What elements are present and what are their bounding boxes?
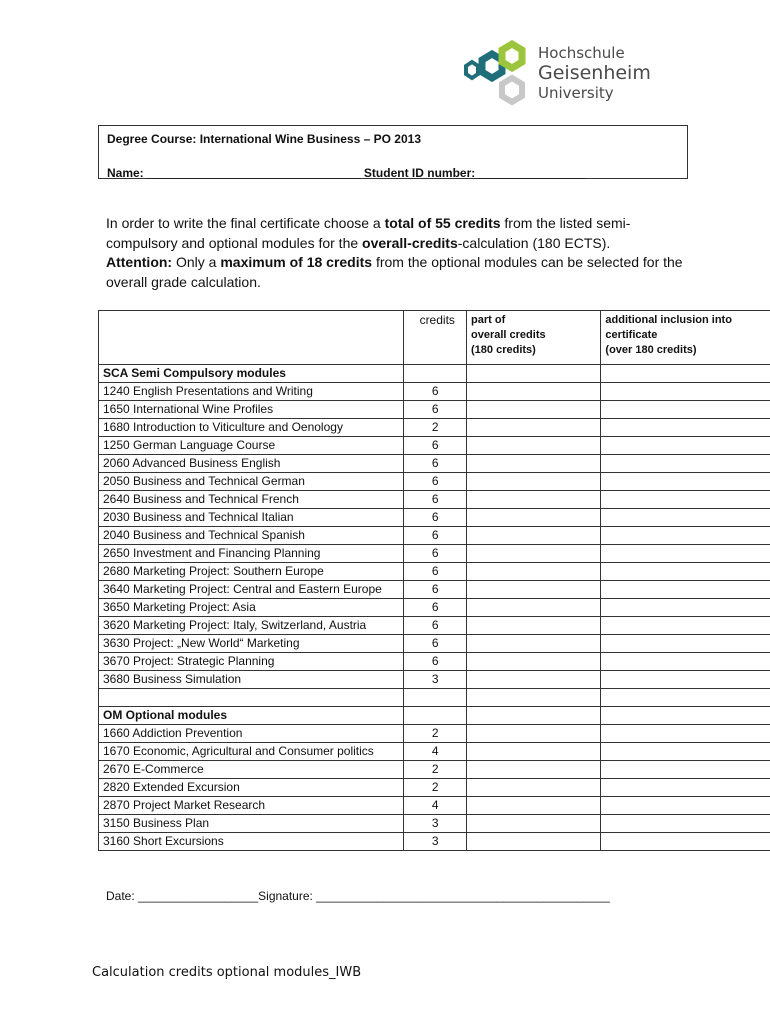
section-header-row <box>99 365 770 383</box>
module-credits: 2 <box>404 725 467 743</box>
degree-course-label: Degree Course: International Wine Business – PO 2013 <box>107 132 421 146</box>
part-of-overall-checkbox-cell[interactable] <box>467 419 601 437</box>
part-of-overall-checkbox-cell[interactable] <box>467 671 601 689</box>
header-line: overall credits <box>471 329 546 341</box>
date-signature-field[interactable]: Date: __________________Signature: ____________________________________________ <box>106 889 610 903</box>
module-name: 2650 Investment and Financing Planning <box>99 545 404 563</box>
header-line: additional inclusion into <box>605 314 732 326</box>
additional-inclusion-checkbox-cell[interactable] <box>601 365 770 383</box>
module-credits: 6 <box>404 509 467 527</box>
header-line: (180 credits) <box>471 344 536 356</box>
section-title: SCA Semi Compulsory modules <box>99 365 404 383</box>
table-row <box>99 635 770 653</box>
instructions-text <box>106 214 696 292</box>
module-name: 1680 Introduction to Viticulture and Oenology <box>99 419 404 437</box>
table-row <box>99 815 770 833</box>
module-credits: 6 <box>404 653 467 671</box>
module-credits: 6 <box>404 527 467 545</box>
part-of-overall-checkbox-cell[interactable] <box>467 473 601 491</box>
part-of-overall-checkbox-cell[interactable] <box>467 617 601 635</box>
additional-inclusion-checkbox-cell[interactable] <box>601 599 770 617</box>
additional-inclusion-checkbox-cell[interactable] <box>601 815 770 833</box>
part-of-overall-checkbox-cell[interactable] <box>467 383 601 401</box>
module-name: 1650 International Wine Profiles <box>99 401 404 419</box>
module-credits: 4 <box>404 797 467 815</box>
header-line: part of <box>471 314 506 326</box>
module-name: 1660 Addiction Prevention <box>99 725 404 743</box>
additional-inclusion-checkbox-cell[interactable] <box>601 491 770 509</box>
additional-inclusion-checkbox-cell[interactable] <box>601 779 770 797</box>
module-credits: 4 <box>404 743 467 761</box>
part-of-overall-checkbox-cell[interactable] <box>467 653 601 671</box>
spacer-row <box>99 689 770 707</box>
module-credits: 6 <box>404 545 467 563</box>
module-name: 2680 Marketing Project: Southern Europe <box>99 563 404 581</box>
additional-inclusion-checkbox-cell[interactable] <box>601 617 770 635</box>
additional-inclusion-checkbox-cell[interactable] <box>601 761 770 779</box>
intro-emphasis: total of 55 credits <box>384 215 501 231</box>
additional-inclusion-checkbox-cell[interactable] <box>601 743 770 761</box>
part-of-overall-checkbox-cell[interactable] <box>467 437 601 455</box>
module-credits: 6 <box>404 437 467 455</box>
additional-inclusion-checkbox-cell[interactable] <box>601 545 770 563</box>
table-row <box>99 545 770 563</box>
part-of-overall-checkbox-cell[interactable] <box>467 365 601 383</box>
table-row <box>99 527 770 545</box>
intro-text: from the listed semi-compulsory and optional modules for the <box>106 215 631 251</box>
table-row <box>99 383 770 401</box>
additional-inclusion-checkbox-cell[interactable] <box>601 581 770 599</box>
part-of-overall-checkbox-cell[interactable] <box>467 527 601 545</box>
module-credits: 6 <box>404 401 467 419</box>
module-name: 2670 E-Commerce <box>99 761 404 779</box>
module-name: 1670 Economic, Agricultural and Consumer politics <box>99 743 404 761</box>
module-credits: 6 <box>404 635 467 653</box>
empty-cell <box>99 689 404 707</box>
part-of-overall-checkbox-cell[interactable] <box>467 725 601 743</box>
section-header-row <box>99 707 770 725</box>
part-of-overall-checkbox-cell[interactable] <box>467 635 601 653</box>
module-credits: 6 <box>404 491 467 509</box>
table-row <box>99 473 770 491</box>
part-of-overall-checkbox-cell[interactable] <box>467 707 601 725</box>
table-row <box>99 455 770 473</box>
attention-label: Attention: <box>106 254 173 270</box>
module-credits: 6 <box>404 455 467 473</box>
additional-inclusion-checkbox-cell[interactable] <box>601 473 770 491</box>
module-name: 2870 Project Market Research <box>99 797 404 815</box>
intro-emphasis: maximum of 18 credits <box>220 254 373 270</box>
module-name: 3680 Business Simulation <box>99 671 404 689</box>
table-row <box>99 797 770 815</box>
module-credits: 6 <box>404 383 467 401</box>
module-name: 3670 Project: Strategic Planning <box>99 653 404 671</box>
additional-inclusion-checkbox-cell[interactable] <box>601 797 770 815</box>
additional-inclusion-checkbox-cell[interactable] <box>601 401 770 419</box>
table-row <box>99 563 770 581</box>
additional-inclusion-checkbox-cell[interactable] <box>601 671 770 689</box>
logo-wordmark <box>538 42 651 101</box>
logo-line-3: University <box>538 84 614 102</box>
table-row <box>99 599 770 617</box>
module-credits: 2 <box>404 419 467 437</box>
additional-inclusion-checkbox-cell[interactable] <box>601 653 770 671</box>
table-row <box>99 419 770 437</box>
part-of-overall-checkbox-cell[interactable] <box>467 581 601 599</box>
table-row <box>99 653 770 671</box>
module-credits <box>404 365 467 383</box>
module-name: 1240 English Presentations and Writing <box>99 383 404 401</box>
intro-text: In order to write the final certificate choose a <box>106 215 385 231</box>
additional-inclusion-checkbox-cell[interactable] <box>601 383 770 401</box>
additional-inclusion-checkbox-cell[interactable] <box>601 689 770 707</box>
module-credits: 6 <box>404 473 467 491</box>
part-of-overall-checkbox-cell[interactable] <box>467 815 601 833</box>
module-name: 3150 Business Plan <box>99 815 404 833</box>
part-of-overall-checkbox-cell[interactable] <box>467 833 601 851</box>
module-name: 3650 Marketing Project: Asia <box>99 599 404 617</box>
additional-inclusion-checkbox-cell[interactable] <box>601 833 770 851</box>
module-credits: 3 <box>404 671 467 689</box>
module-name: 1250 German Language Course <box>99 437 404 455</box>
logo-line-1: Hochschule <box>538 44 625 62</box>
module-name: 2050 Business and Technical German <box>99 473 404 491</box>
table-row <box>99 779 770 797</box>
table-row <box>99 437 770 455</box>
module-credits: 3 <box>404 833 467 851</box>
part-of-overall-checkbox-cell[interactable] <box>467 761 601 779</box>
additional-inclusion-checkbox-cell[interactable] <box>601 455 770 473</box>
module-credits: 6 <box>404 617 467 635</box>
intro-emphasis: overall-credits <box>362 234 458 251</box>
intro-text: Only a <box>172 254 221 270</box>
part-of-overall-checkbox-cell[interactable] <box>467 599 601 617</box>
module-name: 2820 Extended Excursion <box>99 779 404 797</box>
table-row <box>99 509 770 527</box>
module-name: 3630 Project: „New World“ Marketing <box>99 635 404 653</box>
table-header-row <box>99 311 770 365</box>
part-of-overall-checkbox-cell[interactable] <box>467 491 601 509</box>
module-credits: 6 <box>404 581 467 599</box>
additional-inclusion-checkbox-cell[interactable] <box>601 563 770 581</box>
modules-table <box>98 310 770 851</box>
table-row <box>99 401 770 419</box>
module-credits: 2 <box>404 761 467 779</box>
header-line: (over 180 credits) <box>605 344 697 356</box>
additional-inclusion-checkbox-cell[interactable] <box>601 419 770 437</box>
additional-inclusion-checkbox-cell[interactable] <box>601 725 770 743</box>
intro-text: from the optional modules can be selected for the overall grade calculation. <box>106 254 683 290</box>
table-row <box>99 725 770 743</box>
module-name: 2640 Business and Technical French <box>99 491 404 509</box>
module-name: 3160 Short Excursions <box>99 833 404 851</box>
table-row <box>99 743 770 761</box>
module-credits: 6 <box>404 599 467 617</box>
part-of-overall-checkbox-cell[interactable] <box>467 509 601 527</box>
credits-column-header: credits <box>404 311 467 365</box>
additional-inclusion-checkbox-cell[interactable] <box>601 707 770 725</box>
part-of-overall-checkbox-cell[interactable] <box>467 689 601 707</box>
table-row <box>99 761 770 779</box>
logo-hexagons-icon <box>460 40 540 108</box>
table-row <box>99 671 770 689</box>
module-credits: 6 <box>404 563 467 581</box>
footer-caption: Calculation credits optional modules_IWB <box>92 965 362 980</box>
module-credits <box>404 707 467 725</box>
module-name: 3620 Marketing Project: Italy, Switzerland, Austria <box>99 617 404 635</box>
module-credits <box>404 689 467 707</box>
module-name: 2060 Advanced Business English <box>99 455 404 473</box>
part-of-overall-checkbox-cell[interactable] <box>467 779 601 797</box>
module-name: 2030 Business and Technical Italian <box>99 509 404 527</box>
additional-inclusion-checkbox-cell[interactable] <box>601 437 770 455</box>
header-line: certificate <box>605 329 658 341</box>
part-of-overall-checkbox-cell[interactable] <box>467 455 601 473</box>
intro-text: -calculation (180 ECTS). <box>457 234 611 251</box>
university-logo <box>460 40 680 108</box>
table-row <box>99 581 770 599</box>
additional-inclusion-checkbox-cell[interactable] <box>601 509 770 527</box>
part-of-overall-checkbox-cell[interactable] <box>467 797 601 815</box>
part-of-overall-column-header <box>467 311 601 365</box>
part-of-overall-checkbox-cell[interactable] <box>467 563 601 581</box>
section-title: OM Optional modules <box>99 707 404 725</box>
part-of-overall-checkbox-cell[interactable] <box>467 545 601 563</box>
part-of-overall-checkbox-cell[interactable] <box>467 401 601 419</box>
table-row <box>99 833 770 851</box>
header-empty-cell <box>99 311 404 365</box>
module-name: 3640 Marketing Project: Central and Eastern Europe <box>99 581 404 599</box>
additional-inclusion-checkbox-cell[interactable] <box>601 635 770 653</box>
additional-inclusion-column-header <box>601 311 770 365</box>
module-credits: 2 <box>404 779 467 797</box>
table-row <box>99 491 770 509</box>
part-of-overall-checkbox-cell[interactable] <box>467 743 601 761</box>
module-name: 2040 Business and Technical Spanish <box>99 527 404 545</box>
additional-inclusion-checkbox-cell[interactable] <box>601 527 770 545</box>
logo-line-2: Geisenheim <box>538 62 651 84</box>
module-credits: 3 <box>404 815 467 833</box>
table-row <box>99 617 770 635</box>
name-student-id-field[interactable]: Name: ________________________________ Student ID number: ________________ <box>107 166 586 180</box>
course-header-box <box>98 125 688 179</box>
